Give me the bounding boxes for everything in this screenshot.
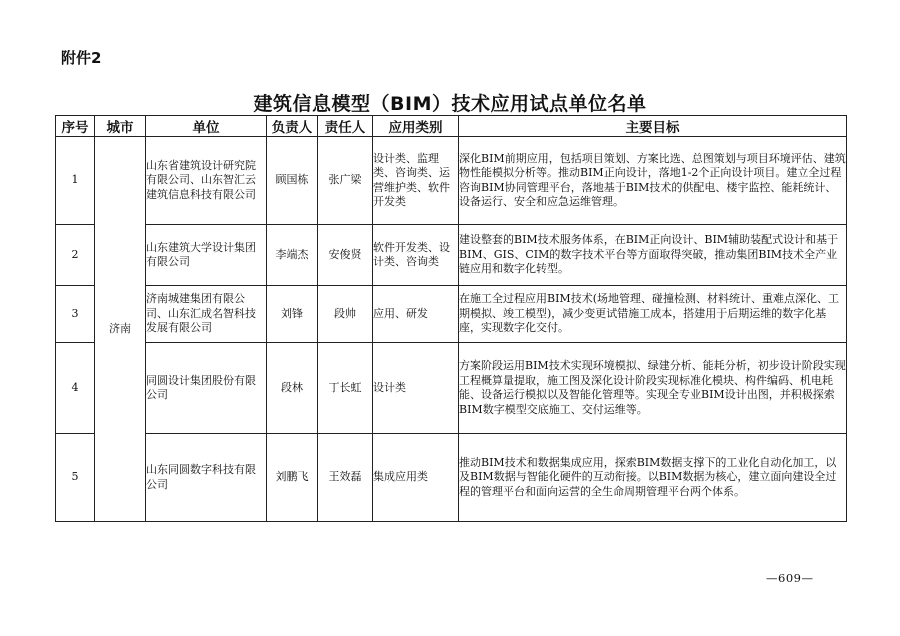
pilot-units-table: [55, 115, 847, 522]
row-owner: 李端杰: [267, 225, 318, 286]
table-row: [56, 286, 847, 343]
attachment-label: 附件2: [61, 49, 102, 67]
table-header-row: [56, 116, 847, 137]
row-liable: 安俊贤: [318, 225, 373, 286]
row-goal: 深化BIM前期应用，包括项目策划、方案比选、总图策划与项目环境评估、建筑物性能模拟分析等。推动BIM正向设计，落地1-2个正向设计项目。建立全过程咨询BIM协同管理平台，落地基于BIM技术的供配电、楼宇监控、能耗统计、设备运行、安全和应急运维管理。: [459, 137, 847, 225]
header-liable: 责任人: [318, 116, 373, 137]
row-category: 软件开发类、设计类、咨询类: [373, 225, 459, 286]
row-category: 设计类、监理类、咨询类、运营维护类、软件开发类: [373, 137, 459, 225]
table-row: [56, 225, 847, 286]
header-seq: 序号: [56, 116, 95, 137]
row-unit: 山东省建筑设计研究院有限公司、山东智汇云建筑信息科技有限公司: [146, 137, 267, 225]
row-seq: 1: [56, 137, 95, 225]
row-goal: 方案阶段运用BIM技术实现环境模拟、绿建分析、能耗分析，初步设计阶段实现工程概算量提取，施工图及深化设计阶段实现标准化模块、构件编码、机电耗能、设备运行模拟以及智能化管理等。实现全专业BIM设计出图，并积极探索BIM数字模型交底施工、交付运维等。: [459, 343, 847, 434]
header-unit: 单位: [146, 116, 267, 137]
row-unit: 山东同圆数字科技有限公司: [146, 434, 267, 522]
city-cell: 济南: [95, 137, 146, 522]
row-category: 应用、研发: [373, 286, 459, 343]
row-owner: 刘锋: [267, 286, 318, 343]
row-seq: 5: [56, 434, 95, 522]
row-category: 设计类: [373, 343, 459, 434]
header-category: 应用类别: [373, 116, 459, 137]
document-title: 建筑信息模型（BIM）技术应用试点单位名单: [253, 93, 647, 115]
row-goal: 推动BIM技术和数据集成应用，探索BIM数据支撑下的工业化自动化加工，以及BIM数据与智能化硬件的互动衔接。以BIM数据为核心，建立面向建设全过程的管理平台和面向运营的全生命周期管理平台两个体系。: [459, 434, 847, 522]
row-unit: 济南城建集团有限公司、山东汇成名智科技发展有限公司: [146, 286, 267, 343]
row-goal: 建设整套的BIM技术服务体系，在BIM正向设计、BIM辅助装配式设计和基于BIM、GIS、CIM的数字技术平台等方面取得突破，推动集团BIM技术全产业链应用和数字化转型。: [459, 225, 847, 286]
row-unit: 山东建筑大学设计集团有限公司: [146, 225, 267, 286]
row-owner: 顾国栋: [267, 137, 318, 225]
row-owner: 段林: [267, 343, 318, 434]
row-liable: 王效磊: [318, 434, 373, 522]
header-city: 城市: [95, 116, 146, 137]
row-goal: 在施工全过程应用BIM技术(场地管理、碰撞检测、材料统计、重难点深化、工期模拟、竣工模型)，减少变更试错施工成本，搭建用于后期运维的数字化基座，实现数字化交付。: [459, 286, 847, 343]
row-owner: 刘鹏飞: [267, 434, 318, 522]
row-category: 集成应用类: [373, 434, 459, 522]
row-liable: 张广梁: [318, 137, 373, 225]
header-goal: 主要目标: [459, 116, 847, 137]
page-number: —609—: [766, 571, 814, 585]
table-row: [56, 434, 847, 522]
row-seq: 4: [56, 343, 95, 434]
row-unit: 同圆设计集团股份有限公司: [146, 343, 267, 434]
row-liable: 段帅: [318, 286, 373, 343]
table-row: [56, 137, 847, 225]
row-liable: 丁长虹: [318, 343, 373, 434]
row-seq: 2: [56, 225, 95, 286]
table-row: [56, 343, 847, 434]
header-owner: 负责人: [267, 116, 318, 137]
row-seq: 3: [56, 286, 95, 343]
